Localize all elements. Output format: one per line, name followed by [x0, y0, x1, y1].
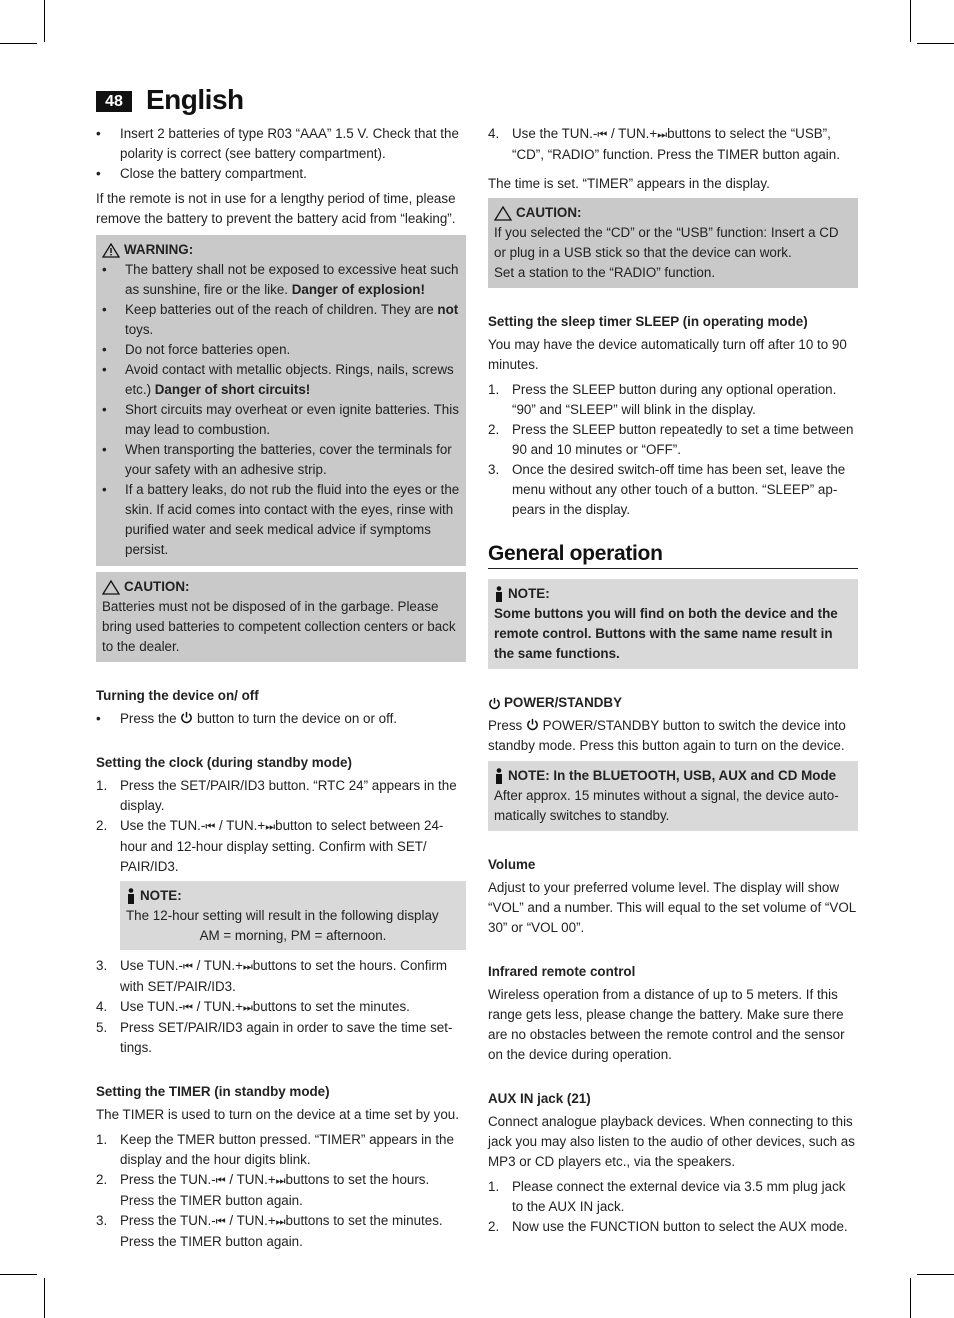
step-number: 2. [96, 1172, 108, 1187]
step-number: 3. [96, 958, 108, 973]
caution-text: If you selected the “CD” or the “USB” function: Insert a CD or plug in a USB stick so that the device can work. [494, 225, 839, 260]
step-number: 3. [96, 1213, 108, 1228]
section-title: General operation [488, 544, 858, 569]
list-item-text: Avoid contact with metallic objects. Rings, nails, screws etc.) [125, 362, 454, 397]
caution-heading [494, 203, 852, 223]
crop-mark [910, 1278, 911, 1318]
list-item-emphasis: Danger of short circuits! [154, 382, 311, 397]
caution-box [96, 572, 466, 662]
list-item-text: / TUN.+ [192, 999, 243, 1014]
step-number: 2. [488, 1219, 500, 1234]
list-item [488, 460, 858, 520]
sleep-intro: You may have the device automatically turn off after 10 to 90 minutes. [488, 337, 847, 372]
list-item [488, 1217, 858, 1237]
warning-heading-text: WARNING: [124, 242, 194, 257]
note-heading [494, 584, 852, 604]
list-item-text: / TUN.+ [225, 1213, 276, 1228]
list-item-text: Use TUN.- [120, 958, 183, 973]
list-item-text: Press the SET/PAIR/ID3 button. “RTC 24” appears in the display. [120, 778, 457, 813]
step-number: 1. [488, 382, 500, 397]
list-item-text: Keep batteries out of the reach of children. They are [125, 302, 438, 317]
step-number: 5. [96, 1020, 108, 1035]
battery-note: If the remote is not in use for a lengthy period of time, please remove the battery to prevent the battery acid from “leaking”. [96, 191, 456, 226]
list-item [488, 380, 858, 420]
list-item [96, 816, 466, 877]
list-item-emphasis: not [437, 302, 459, 317]
bullet: • [102, 342, 107, 357]
list-item [96, 1018, 466, 1058]
bullet: • [102, 362, 107, 377]
list-item-text: Insert 2 batteries of type R03 “AAA” 1.5 V. Check that the polarity is correct (see battery compartment). [120, 126, 459, 161]
list-item [96, 1130, 466, 1170]
power-text-pre: Press [488, 718, 526, 733]
list-item-text: buttons to set the hours. Press the TIMER button again. [120, 1172, 430, 1208]
list-item [96, 1170, 466, 1211]
time-set-text: The time is set. “TIMER” appears in the display. [488, 176, 770, 191]
note-box [488, 579, 858, 669]
list-item-text: Please connect the external device via 3.5 mm plug jack to the AUX IN jack. [512, 1179, 846, 1214]
bullet: • [102, 482, 107, 497]
page-number: 48 [96, 91, 132, 112]
bullet: • [102, 402, 107, 417]
caution-heading [102, 577, 460, 597]
list-item-text: Press the [120, 711, 181, 726]
infrared-text: Wireless operation from a distance of up to 5 meters. If this range gets less, please change the battery. Make sure there are no obstacles between the remote control and the sensor on the device during operation. [488, 987, 845, 1062]
skip-previous-icon: ⏮ [597, 129, 606, 141]
step-number: 4. [96, 999, 108, 1014]
list-item-text: Use the TUN.- [512, 126, 598, 141]
list-item-text: Press the TUN.- [120, 1213, 216, 1228]
step-number: 2. [96, 818, 108, 833]
step-number: 1. [488, 1179, 500, 1194]
caution-text: Set a station to the “RADIO” function. [494, 265, 716, 280]
step-number: 1. [96, 778, 108, 793]
list-item-text: Now use the FUNCTION button to select the AUX mode. [512, 1219, 848, 1234]
caution-heading-text: CAUTION: [516, 205, 582, 220]
note-heading-text: NOTE: [140, 888, 182, 903]
list-item-text: buttons to set the hours. Confirm with SET/PAIR/ID3. [120, 958, 448, 994]
power-icon [526, 718, 539, 731]
list-item-text: Use TUN.- [120, 999, 183, 1014]
warning-heading [102, 240, 460, 260]
list-item-text: / TUN.+ [607, 126, 658, 141]
list-item-text: The battery shall not be exposed to excessive heat such as sunshine, fire or the like. [125, 262, 459, 297]
note-heading-text: NOTE: In the BLUETOOTH, USB, AUX and CD Mode [508, 768, 837, 783]
section-heading: AUX IN jack (21) [488, 1091, 591, 1106]
crop-mark [917, 43, 954, 44]
skip-previous-icon: ⏮ [215, 1216, 224, 1228]
list-item-text: Do not force batteries open. [125, 342, 291, 357]
note-text: Some buttons you will find on both the device and the remote control. Buttons with the same name result in the same functions. [494, 606, 838, 661]
bullet: • [96, 711, 101, 726]
list-item-emphasis: Danger of explosion! [291, 282, 425, 297]
page-title: English [146, 84, 244, 115]
info-icon [494, 586, 504, 603]
list-item-text: Once the desired switch-off time has been set, leave the menu without any other touch of a button. “SLEEP” appears in the display. [512, 462, 846, 517]
crop-mark [44, 0, 45, 42]
crop-mark [0, 43, 37, 44]
step-number: 1. [96, 1132, 108, 1147]
info-icon [126, 888, 136, 905]
crop-mark [917, 1274, 954, 1275]
list-item [102, 480, 460, 562]
warning-box [96, 235, 466, 566]
bullet: • [102, 262, 107, 277]
list-item-text: Keep the TMER button pressed. “TIMER” appears in the display and the hour digits blink. [120, 1132, 454, 1167]
step-number: 3. [488, 462, 500, 477]
list-item [102, 400, 460, 440]
list-item [102, 360, 460, 400]
section-heading [488, 693, 858, 713]
skip-previous-icon: ⏮ [183, 961, 191, 973]
bullet: • [96, 166, 101, 181]
section-heading: Setting the clock (during standby mode) [96, 755, 352, 770]
list-item-text: / TUN.+ [215, 818, 266, 833]
list-item [102, 440, 460, 480]
section-heading: Turning the device on/ off [96, 688, 259, 703]
bullet: • [102, 442, 107, 457]
list-item-text: Close the battery compartment. [120, 166, 307, 181]
list-item [488, 1177, 858, 1217]
bullet: • [96, 126, 101, 141]
list-item-text: toys. [125, 322, 154, 337]
list-item-text: buttons to set the minutes. Press the TIMER button again. [120, 1213, 443, 1249]
right-column [488, 124, 858, 1237]
crop-mark [44, 1278, 45, 1318]
list-item [488, 420, 858, 460]
list-item [96, 997, 466, 1018]
power-text-post: POWER/STANDBY button to switch the device into standby mode. Press this button again to turn on the device. [488, 718, 846, 753]
volume-text: Adjust to your preferred volume level. The display will show “VOL” and a number. This will equal to the set volume of “VOL 30” or “VOL 00”. [488, 880, 856, 935]
list-item [96, 776, 466, 816]
list-item-text: If a battery leaks, do not rub the fluid into the eyes or the skin. If acid comes into contact with the eyes, rinse with purified water and seek medical advice if symptoms persist. [125, 482, 460, 557]
section-heading: Setting the TIMER (in standby mode) [96, 1084, 330, 1099]
caution-text: Batteries must not be disposed of in the garbage. Please bring used batteries to competent collection centers or back to the dealer. [102, 599, 456, 654]
note-text: After approx. 15 minutes without a signal, the device automatically switches to standby. [494, 788, 839, 823]
list-item-text: Press the SLEEP button during any optional operation. “90” and “SLEEP” will blink in the display. [512, 382, 837, 417]
power-icon [488, 697, 501, 710]
note-text: AM = morning, PM = afternoon. [199, 928, 387, 943]
list-item-text: Short circuits may overheat or even ignite batteries. This may lead to combustion. [125, 402, 459, 437]
list-item [488, 124, 858, 165]
list-item-text: button to select between 24-hour and 12-hour display setting. Confirm with SET/ PAIR/ID3. [120, 818, 444, 874]
list-item-text: Press SET/PAIR/ID3 again in order to save the time settings. [120, 1020, 453, 1055]
note-heading [126, 886, 460, 906]
note-heading-text: NOTE: [508, 586, 550, 601]
warning-triangle-icon [102, 243, 120, 258]
list-item [96, 124, 466, 164]
list-item-text: / TUN.+ [225, 1172, 276, 1187]
skip-next-icon: ⏭ [657, 129, 666, 141]
note-text: The 12-hour setting will result in the following display [126, 908, 439, 923]
skip-next-icon: ⏭ [242, 961, 251, 973]
list-item-text: button to turn the device on or off. [193, 711, 398, 726]
list-item [96, 164, 466, 184]
section-heading-text: POWER/STANDBY [504, 695, 623, 710]
caution-box [488, 198, 858, 288]
power-text [488, 716, 858, 756]
list-item [96, 1211, 466, 1252]
crop-mark [0, 1274, 37, 1275]
bullet: • [102, 302, 107, 317]
skip-previous-icon: ⏮ [205, 821, 214, 833]
caution-heading-text: CAUTION: [124, 579, 190, 594]
list-item-text: Use the TUN.- [120, 818, 206, 833]
section-heading: Setting the sleep timer SLEEP (in operating mode) [488, 314, 808, 329]
list-item-text: Press the SLEEP button repeatedly to set a time between 90 and 10 minutes or “OFF”. [512, 422, 854, 457]
list-item [102, 260, 460, 300]
list-item-text: When transporting the batteries, cover the terminals for your safety with an adhesive strip. [125, 442, 452, 477]
list-item [102, 300, 460, 340]
note-box [120, 881, 466, 950]
note-box [488, 761, 858, 831]
list-item [96, 956, 466, 997]
section-heading: Volume [488, 857, 536, 872]
skip-previous-icon: ⏮ [215, 1175, 224, 1187]
aux-text: Connect analogue playback devices. When connecting to this jack you may also listen to the audio of other devices, such as MP3 or CD players etc., via the speakers. [488, 1114, 855, 1169]
skip-next-icon: ⏭ [275, 1175, 284, 1187]
power-icon [180, 711, 193, 724]
list-item [96, 709, 466, 729]
skip-previous-icon: ⏮ [183, 1002, 191, 1014]
warning-triangle-icon [494, 206, 512, 221]
left-column [96, 124, 466, 1252]
list-item-text: / TUN.+ [192, 958, 243, 973]
list-item-text: Press the TUN.- [120, 1172, 216, 1187]
step-number: 4. [488, 126, 500, 141]
timer-intro: The TIMER is used to turn on the device at a time set by you. [96, 1107, 459, 1122]
skip-next-icon: ⏭ [242, 1002, 251, 1014]
info-icon [494, 768, 504, 785]
list-item-text: buttons to set the minutes. [252, 999, 410, 1014]
note-heading [494, 766, 852, 786]
section-heading: Infrared remote control [488, 964, 636, 979]
warning-triangle-icon [102, 580, 120, 595]
skip-next-icon: ⏭ [265, 821, 274, 833]
step-number: 2. [488, 422, 500, 437]
list-item-text: buttons to select the “USB”, “CD”, “RADIO” function. Press the TIMER button again. [512, 126, 840, 162]
list-item [102, 340, 460, 360]
skip-next-icon: ⏭ [275, 1216, 284, 1228]
crop-mark [910, 0, 911, 42]
